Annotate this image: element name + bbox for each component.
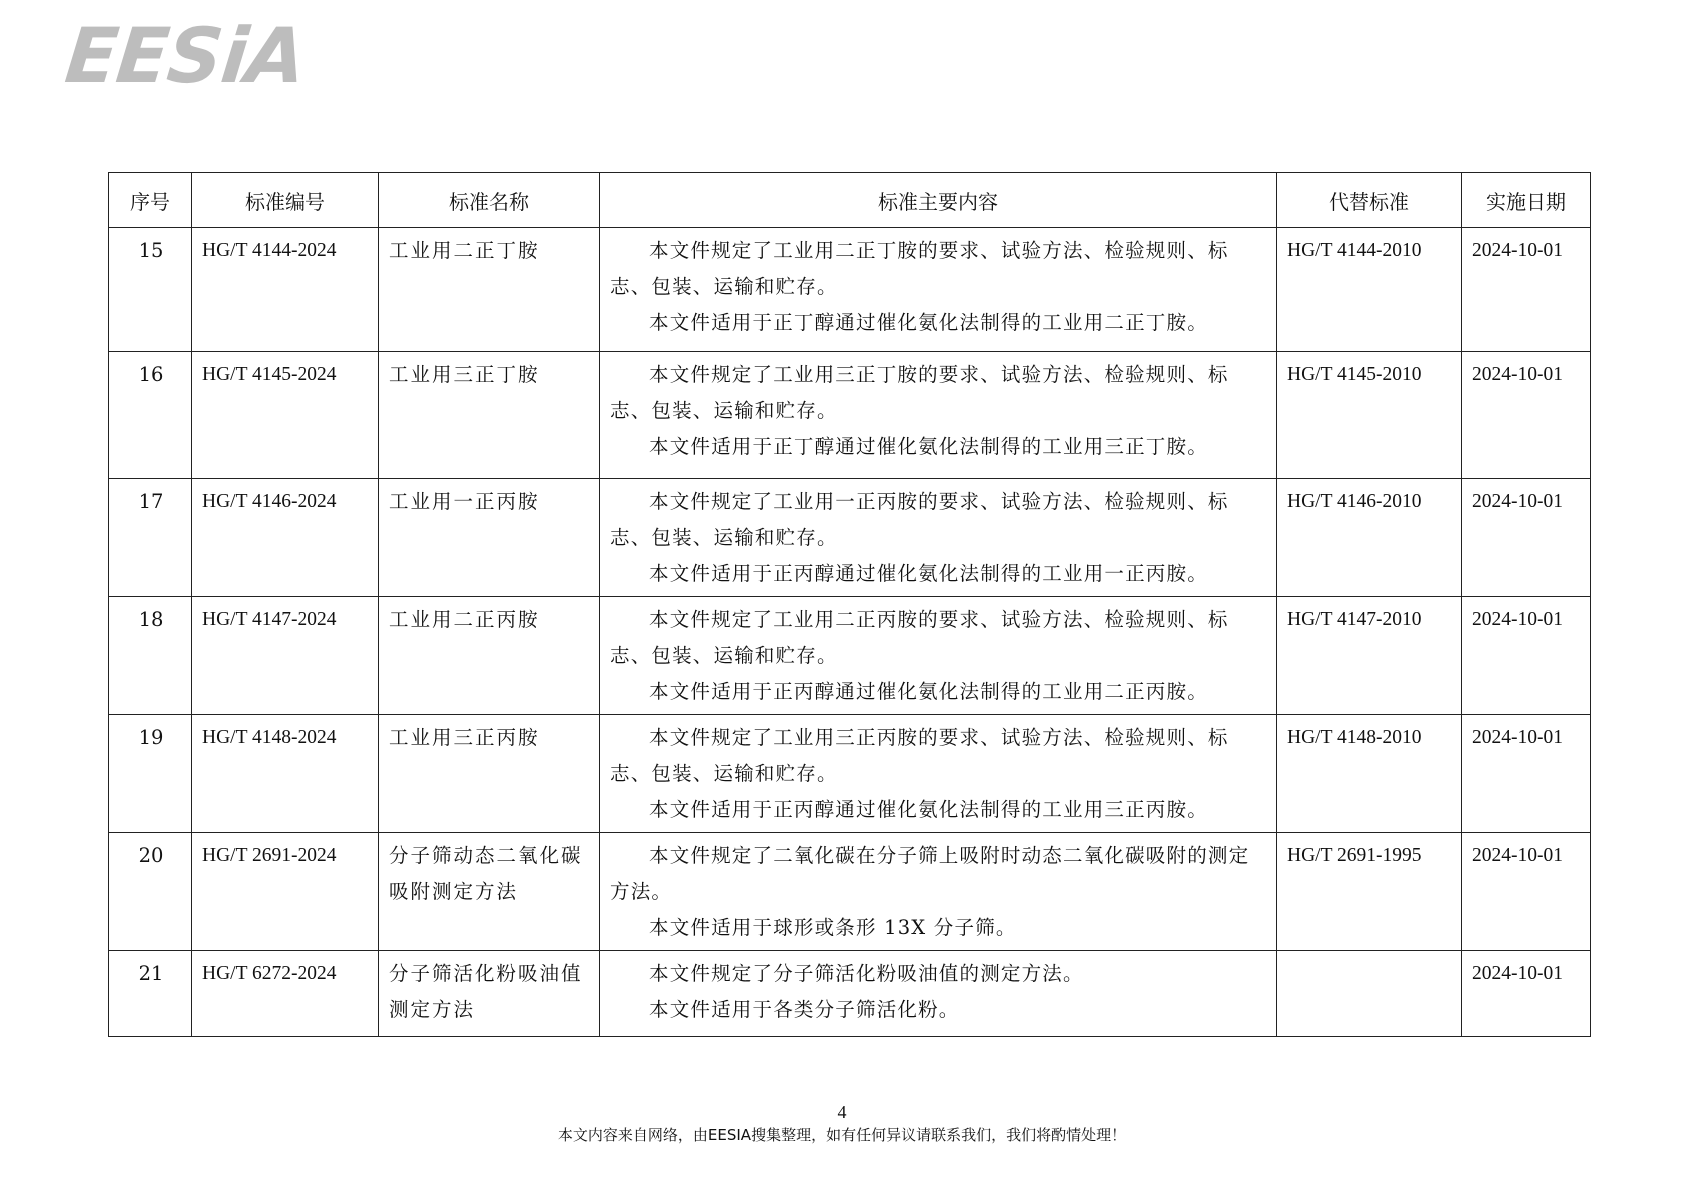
effective-date: 2024-10-01 bbox=[1462, 597, 1591, 715]
standard-name: 工业用二正丙胺 bbox=[379, 597, 600, 715]
main-content bbox=[600, 597, 1277, 715]
content-applicability-paragraph: 本文件适用于正丙醇通过催化氨化法制得的工业用二正丙胺。 bbox=[649, 680, 1208, 703]
page-number: 4 bbox=[837, 1102, 847, 1122]
eesia-logo: EESiA bbox=[61, 11, 310, 100]
main-content bbox=[600, 352, 1277, 479]
table-row bbox=[109, 833, 1591, 951]
standard-code: HG/T 4146-2024 bbox=[192, 479, 379, 597]
table-row bbox=[109, 352, 1591, 479]
replaced-standard bbox=[1277, 951, 1462, 1037]
standard-name: 工业用二正丁胺 bbox=[379, 228, 600, 352]
header-replaced-standard: 代替标准 bbox=[1277, 173, 1462, 228]
effective-date: 2024-10-01 bbox=[1462, 228, 1591, 352]
content-applicability-paragraph: 本文件适用于各类分子筛活化粉。 bbox=[649, 998, 960, 1021]
table-row bbox=[109, 228, 1591, 352]
content-scope-paragraph: 本文件规定了工业用一正丙胺的要求、试验方法、检验规则、标志、包装、运输和贮存。 bbox=[610, 490, 1229, 549]
header-serial-no: 序号 bbox=[109, 173, 192, 228]
header-effective-date: 实施日期 bbox=[1462, 173, 1591, 228]
header-main-content: 标准主要内容 bbox=[600, 173, 1277, 228]
replaced-standard: HG/T 4147-2010 bbox=[1277, 597, 1462, 715]
content-applicability-paragraph: 本文件适用于球形或条形 13X 分子筛。 bbox=[649, 916, 1017, 939]
replaced-standard: HG/T 4148-2010 bbox=[1277, 715, 1462, 833]
content-applicability-paragraph: 本文件适用于正丙醇通过催化氨化法制得的工业用一正丙胺。 bbox=[649, 562, 1208, 585]
effective-date: 2024-10-01 bbox=[1462, 833, 1591, 951]
table-header-row bbox=[109, 173, 1591, 228]
serial-no: 18 bbox=[109, 597, 192, 715]
standard-name: 工业用三正丙胺 bbox=[379, 715, 600, 833]
serial-no: 21 bbox=[109, 951, 192, 1037]
content-scope-paragraph: 本文件规定了工业用二正丙胺的要求、试验方法、检验规则、标志、包装、运输和贮存。 bbox=[610, 608, 1229, 667]
main-content bbox=[600, 479, 1277, 597]
replaced-standard: HG/T 2691-1995 bbox=[1277, 833, 1462, 951]
effective-date: 2024-10-01 bbox=[1462, 951, 1591, 1037]
replaced-standard: HG/T 4144-2010 bbox=[1277, 228, 1462, 352]
content-applicability-paragraph: 本文件适用于正丁醇通过催化氨化法制得的工业用三正丁胺。 bbox=[649, 435, 1208, 458]
standard-code: HG/T 4147-2024 bbox=[192, 597, 379, 715]
effective-date: 2024-10-01 bbox=[1462, 479, 1591, 597]
serial-no: 15 bbox=[109, 228, 192, 352]
serial-no: 16 bbox=[109, 352, 192, 479]
table-row bbox=[109, 715, 1591, 833]
standard-name: 分子筛活化粉吸油值测定方法 bbox=[379, 951, 600, 1037]
serial-no: 19 bbox=[109, 715, 192, 833]
serial-no: 17 bbox=[109, 479, 192, 597]
standard-name: 工业用一正丙胺 bbox=[379, 479, 600, 597]
content-applicability-paragraph: 本文件适用于正丙醇通过催化氨化法制得的工业用三正丙胺。 bbox=[649, 798, 1208, 821]
serial-no: 20 bbox=[109, 833, 192, 951]
content-scope-paragraph: 本文件规定了二氧化碳在分子筛上吸附时动态二氧化碳吸附的测定方法。 bbox=[610, 844, 1250, 903]
content-scope-paragraph: 本文件规定了分子筛活化粉吸油值的测定方法。 bbox=[649, 962, 1084, 985]
standard-code: HG/T 6272-2024 bbox=[192, 951, 379, 1037]
main-content bbox=[600, 715, 1277, 833]
standard-code: HG/T 4145-2024 bbox=[192, 352, 379, 479]
replaced-standard: HG/T 4146-2010 bbox=[1277, 479, 1462, 597]
content-scope-paragraph: 本文件规定了工业用三正丙胺的要求、试验方法、检验规则、标志、包装、运输和贮存。 bbox=[610, 726, 1229, 785]
content-scope-paragraph: 本文件规定了工业用二正丁胺的要求、试验方法、检验规则、标志、包装、运输和贮存。 bbox=[610, 239, 1229, 298]
standard-name: 工业用三正丁胺 bbox=[379, 352, 600, 479]
effective-date: 2024-10-01 bbox=[1462, 352, 1591, 479]
footer-disclaimer: 本文内容来自网络，由EESIA搜集整理，如有任何异议请联系我们，我们将酌情处理！ bbox=[557, 1126, 1127, 1144]
main-content bbox=[600, 228, 1277, 352]
replaced-standard: HG/T 4145-2010 bbox=[1277, 352, 1462, 479]
table-row bbox=[109, 597, 1591, 715]
header-standard-code: 标准编号 bbox=[192, 173, 379, 228]
content-scope-paragraph: 本文件规定了工业用三正丁胺的要求、试验方法、检验规则、标志、包装、运输和贮存。 bbox=[610, 363, 1229, 422]
content-applicability-paragraph: 本文件适用于正丁醇通过催化氨化法制得的工业用二正丁胺。 bbox=[649, 311, 1208, 334]
table-row bbox=[109, 951, 1591, 1037]
main-content bbox=[600, 951, 1277, 1037]
effective-date: 2024-10-01 bbox=[1462, 715, 1591, 833]
main-content bbox=[600, 833, 1277, 951]
standard-code: HG/T 4144-2024 bbox=[192, 228, 379, 352]
standard-code: HG/T 2691-2024 bbox=[192, 833, 379, 951]
standard-code: HG/T 4148-2024 bbox=[192, 715, 379, 833]
header-standard-name: 标准名称 bbox=[379, 173, 600, 228]
standards-table bbox=[108, 172, 1591, 1037]
table-row bbox=[109, 479, 1591, 597]
standard-name: 分子筛动态二氧化碳吸附测定方法 bbox=[379, 833, 600, 951]
